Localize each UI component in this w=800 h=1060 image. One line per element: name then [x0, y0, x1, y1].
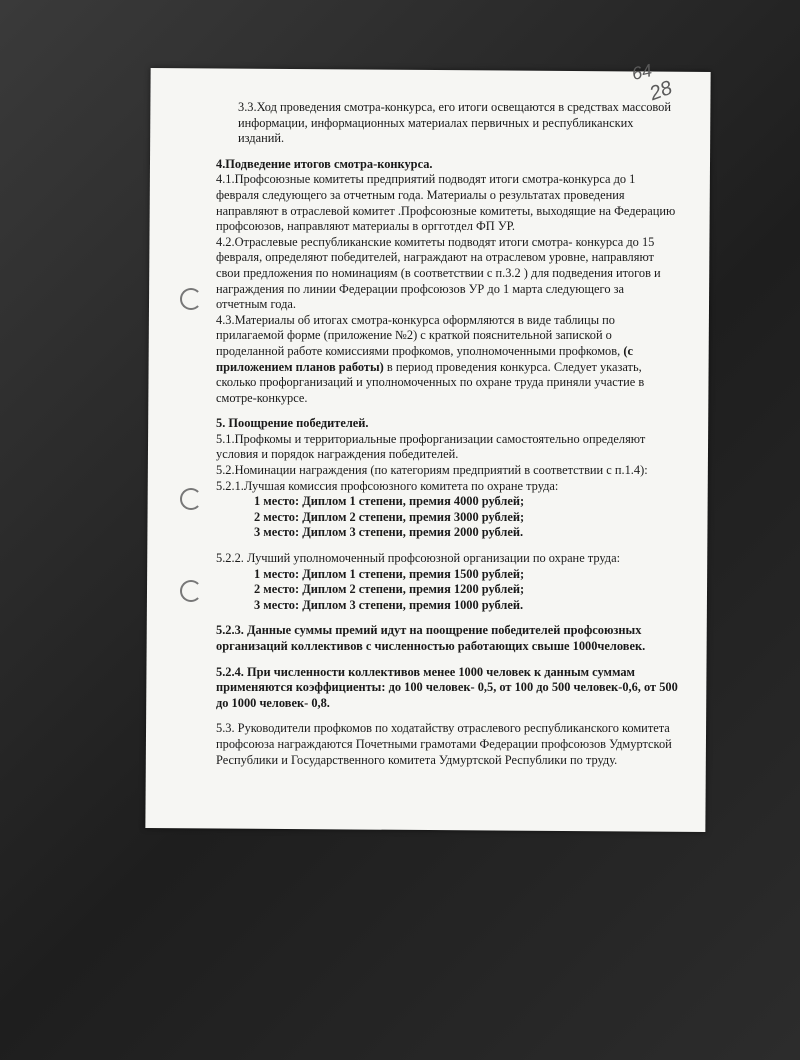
punch-hole-lower — [180, 580, 202, 602]
paragraph-4-3-text: 4.3.Материалы об итогах смотра-конкурса оформляются в виде таблицы по прилагаемой форме (приложение №2) с краткой пояснительной запиской о проделанной работе комиссиями профкомов, уполномоченными профкомов, — [216, 312, 621, 358]
section-4-title: 4.Подведение итогов смотра-конкурса. — [216, 156, 433, 171]
handwritten-page-number-old: 64 — [630, 60, 654, 84]
paragraph-4-3-text-end: в период проведения конкурса. Следует указать, сколько профорганизаций и уполномоченных по охране труда приняли участие в смотре-конкурсе. — [216, 359, 645, 405]
award-1-place-1: 1 место: Диплом 1 степени, премия 4000 рублей; — [254, 494, 525, 509]
paragraph-5-3: 5.3. Руководители профкомов по ходатайству отраслевого республиканского комитета профсоюза награждаются Почетными грамотами Федерации профсоюзов Удмуртской Республики и Государственного комитета Удмуртской Республики по труду. — [216, 721, 672, 767]
award-1-place-3: 3 место: Диплом 3 степени, премия 2000 рублей. — [254, 525, 524, 540]
paragraph-5-1: 5.1.Профкомы и территориальные профорганизации самостоятельно определяют условия и порядок награждения победителей. — [216, 431, 646, 462]
section-5-title: 5. Поощрение победителей. — [216, 416, 369, 431]
paragraph-5-2: 5.2.Номинации награждения (по категориям предприятий в соответствии с п.1.4): — [216, 463, 648, 478]
award-2-place-2: 2 место: Диплом 2 степени, премия 1200 рублей; — [254, 582, 525, 597]
award-2-place-1: 1 место: Диплом 1 степени, премия 1500 рублей; — [254, 566, 525, 581]
award-1-place-2: 2 место: Диплом 2 степени, премия 3000 рублей; — [254, 509, 525, 524]
punch-hole-middle — [180, 488, 202, 510]
paragraph-5-2-1: 5.2.1.Лучшая комиссия профсоюзного комитета по охране труда: — [216, 478, 559, 493]
paragraph-5-2-3: 5.2.3. Данные суммы премий идут на поощрение победителей профсоюзных организаций коллективов с численностью работающих свыше 1000человек. — [216, 623, 646, 653]
paragraph-4-2: 4.2.Отраслевые республиканские комитеты подводят итоги смотра- конкурса до 15 февраля, определяют победителей, награждают на отраслевом уровне, направляют свои предложения по номинациям (в соответствии с п.3.2 ) для подведения итогов и награждения по линии Федерации профсоюзов УР до 1 марта следующего за отчетным года. — [216, 234, 661, 312]
handwritten-page-number: 28 — [646, 76, 676, 106]
punch-hole-top — [180, 288, 202, 310]
paragraph-5-2-4: 5.2.4. При численности коллективов менее 1000 человек к данным суммам применяются коэффициенты: до 100 человек- 0,5, от 100 до 500 человек-0,6, от 500 до 1000 человек- 0,8. — [216, 664, 678, 710]
document-body — [216, 100, 678, 768]
paragraph-4-1: 4.1.Профсоюзные комитеты предприятий подводят итоги смотра-конкурса до 1 февраля следующего за отчетным года. Материалы о результатах проведения направляют в отраслевой комитет .Профсоюзные комитеты, выходящие на Федерацию профсоюзов, направляют материалы в оргготдел ФП УР. — [216, 172, 676, 234]
paragraph-5-2-2: 5.2.2. Лучший уполномоченный профсоюзной организации по охране труда: — [216, 551, 621, 566]
award-2-place-3: 3 место: Диплом 3 степени, премия 1000 рублей. — [254, 597, 524, 612]
paragraph-4-3 — [216, 313, 678, 407]
paragraph-4-3-bold: (с приложением планов работы) — [216, 343, 633, 374]
paragraph-3-3: 3.3.Ход проведения смотра-конкурса, его итоги освещаются в средствах массовой информации, информационных материалах первичных и республиканских изданий. — [238, 100, 671, 146]
